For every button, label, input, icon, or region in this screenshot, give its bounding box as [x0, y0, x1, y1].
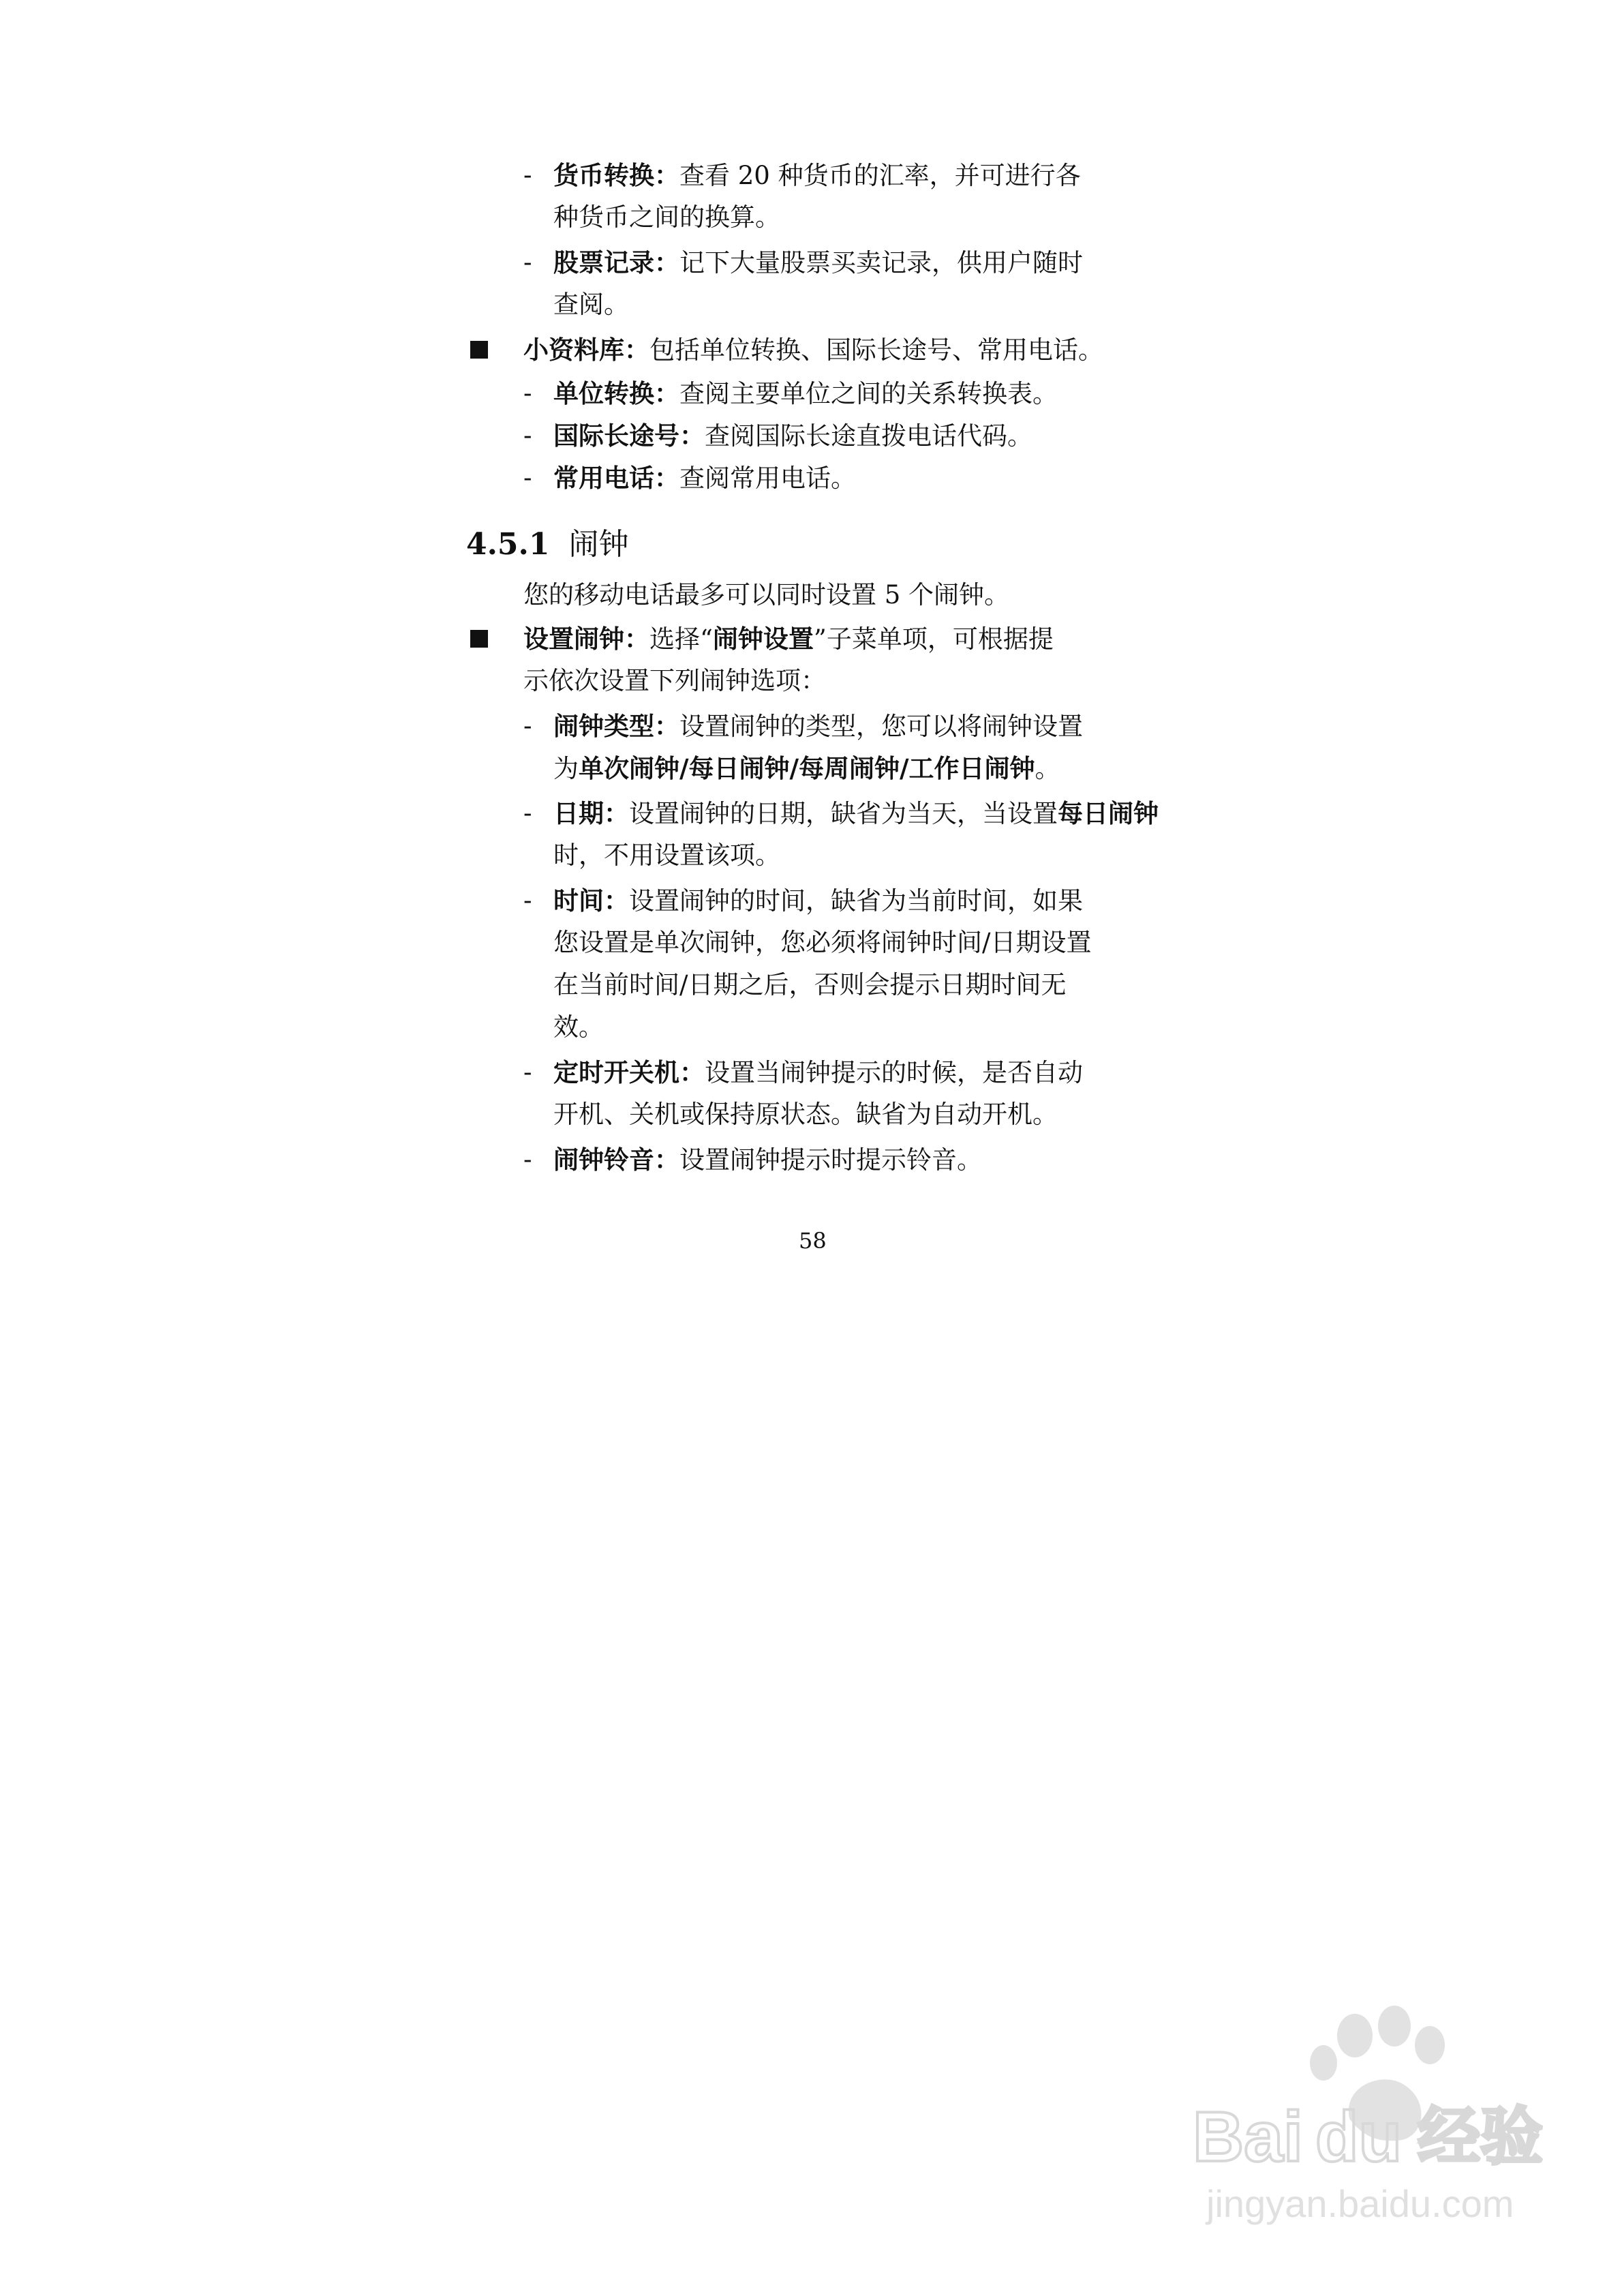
list-dash: - [523, 886, 532, 915]
section-heading [466, 521, 628, 569]
list-dash: - [523, 160, 532, 190]
list-dash: - [523, 798, 532, 828]
list-item-date: 日期：设置闹钟的日期，缺省为当天，当设置每日闹钟 [553, 798, 1159, 828]
item-label: 单位转换： [553, 378, 679, 408]
watermark-url: jingyan.baidu.com [1206, 2182, 1514, 2225]
list-dash: - [523, 463, 532, 492]
list-dash: - [523, 1057, 532, 1087]
list-item-unit-convert: 单位转换：查阅主要单位之间的关系转换表。 [553, 378, 1058, 408]
list-item-set-alarm: 设置闹钟：选择“闹钟设置”子菜单项，可根据提 [523, 624, 1054, 654]
watermark-brand-b: du [1315, 2098, 1403, 2177]
list-item-time-cont: 您设置是单次闹钟，您必须将闹钟时间/日期设置 [553, 928, 1092, 957]
list-item-date-cont: 时，不用设置该项。 [553, 841, 780, 870]
item-label: 日期： [553, 798, 629, 828]
list-item-stocks: 股票记录：记下大量股票买卖记录，供用户随时 [553, 247, 1083, 277]
list-item-intl-code: 国际长途号：查阅国际长途直拨电话代码。 [553, 421, 1032, 451]
baidu-watermark-logo [1179, 1982, 1574, 2235]
list-item-currency: 货币转换：查看 20 种货币的汇率，并可进行各 [553, 160, 1081, 190]
list-item-mini-library: 小资料库：包括单位转换、国际长途号、常用电话。 [523, 335, 1103, 365]
list-dash: - [523, 247, 532, 277]
page-number: 58 [799, 1228, 827, 1254]
list-item-power: 定时开关机：设置当闹钟提示的时候，是否自动 [553, 1057, 1083, 1087]
daily-alarm-term: 每日闹钟 [1058, 798, 1159, 828]
item-label: 小资料库： [523, 335, 649, 365]
item-label: 闹钟铃音： [553, 1145, 679, 1175]
item-label: 股票记录： [553, 247, 679, 277]
item-label: 国际长途号： [553, 421, 705, 451]
list-item-currency-cont: 种货币之间的换算。 [553, 202, 780, 232]
item-label: 货币转换： [553, 160, 679, 190]
list-item-power-cont: 开机、关机或保持原状态。缺省为自动开机。 [553, 1100, 1058, 1129]
section-number: 4.5.1 [466, 527, 550, 562]
item-label: 定时开关机： [553, 1057, 705, 1087]
list-item-stocks-cont: 查阅。 [553, 290, 629, 319]
list-item-alarm-type: 闹钟类型：设置闹钟的类型，您可以将闹钟设置 [553, 711, 1083, 741]
list-item-time: 时间：设置闹钟的时间，缺省为当前时间，如果 [553, 886, 1083, 916]
intro-paragraph: 您的移动电话最多可以同时设置 5 个闹钟。 [523, 580, 1010, 609]
item-label: 常用电话： [553, 463, 679, 493]
list-item-time-cont: 效。 [553, 1012, 604, 1042]
list-dash: - [523, 1145, 532, 1174]
list-item-ring: 闹钟铃音：设置闹钟提示时提示铃音。 [553, 1145, 982, 1175]
list-item-alarm-type-cont: 为单次闹钟/每日闹钟/每周闹钟/工作日闹钟。 [553, 753, 1060, 783]
item-label: 时间： [553, 886, 629, 916]
item-label: 设置闹钟： [523, 624, 649, 654]
list-dash: - [523, 378, 532, 408]
list-item-time-cont: 在当前时间/日期之后，否则会提示日期时间无 [553, 970, 1067, 999]
menu-name: 闹钟设置 [712, 624, 814, 654]
square-bullet-icon [470, 630, 488, 648]
list-item-phones: 常用电话：查阅常用电话。 [553, 463, 856, 493]
alarm-type-options: 单次闹钟/每日闹钟/每周闹钟/工作日闹钟 [579, 753, 1035, 783]
watermark-brand-a: Bai [1193, 2098, 1303, 2177]
list-dash: - [523, 421, 532, 450]
list-item-set-alarm-cont: 示依次设置下列闹钟选项： [523, 666, 826, 695]
list-dash: - [523, 711, 532, 740]
section-title: 闹钟 [568, 527, 629, 562]
watermark-brand-cn: 经验 [1418, 2100, 1544, 2173]
square-bullet-icon [470, 341, 488, 359]
item-label: 闹钟类型： [553, 711, 679, 741]
